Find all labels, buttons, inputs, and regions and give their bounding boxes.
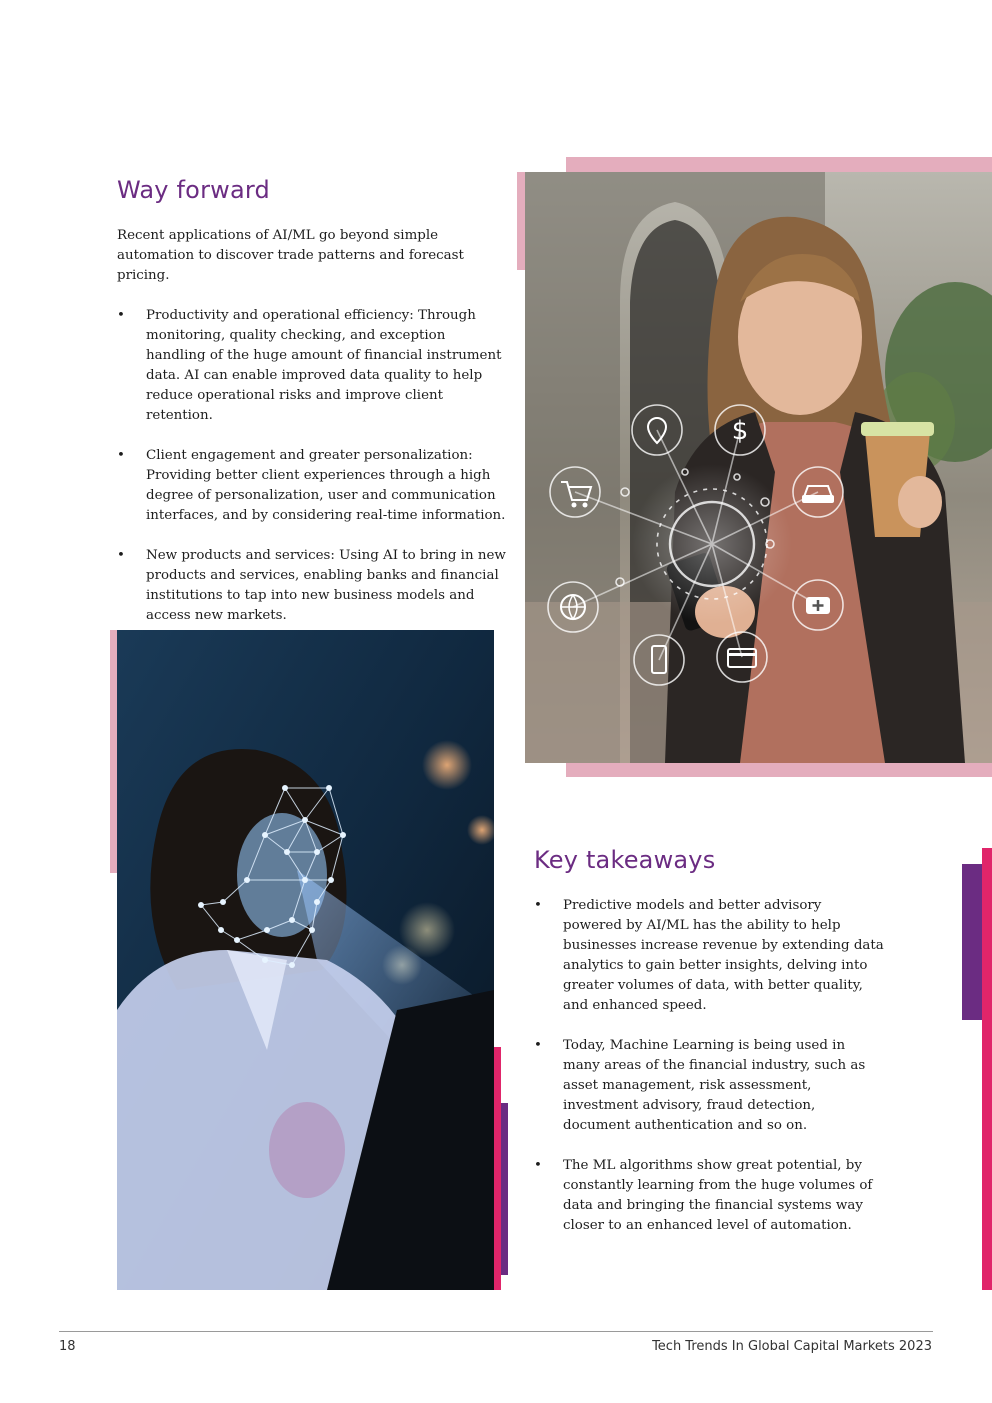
magenta-accent-bar-right xyxy=(982,848,992,1290)
list-item: • Predictive models and better advisory powered by AI/ML has the ability to help businesses increase revenue by extending data analytics to gain better insights, delving into greater volumes of data, with better quality, and enhanced speed. xyxy=(534,896,884,1016)
pink-accent-bar-lower-left xyxy=(110,630,117,873)
way-forward-heading: Way forward xyxy=(117,176,270,204)
page-number: 18 xyxy=(59,1339,76,1354)
woman-with-phone-photo xyxy=(525,172,992,763)
list-item: • Client engagement and greater personalization: Providing better client experiences through a high degree of personalization, user and communication interfaces, and by considering real-time information. xyxy=(117,446,509,526)
footer-divider xyxy=(59,1331,933,1332)
publication-title: Tech Trends In Global Capital Markets 2023 xyxy=(652,1339,932,1354)
key-takeaways-list xyxy=(534,896,884,1236)
pink-accent-bar-left xyxy=(517,172,525,270)
way-forward-body xyxy=(117,226,509,646)
pink-accent-bar-bottom xyxy=(566,763,992,777)
magenta-accent-bar-center xyxy=(494,1047,501,1290)
list-item: • Productivity and operational efficiency: Through monitoring, quality checking, and exception handling of the huge amount of financial instrument data. AI can enable improved data quality to help reduce operational risks and improve client retention. xyxy=(117,306,509,426)
way-forward-intro: Recent applications of AI/ML go beyond simple automation to discover trade patterns and forecast pricing. xyxy=(117,228,464,283)
key-takeaways-heading: Key takeaways xyxy=(534,846,716,874)
purple-accent-bar-right xyxy=(962,864,982,1020)
dollar-icon: $ xyxy=(731,416,749,446)
way-forward-list xyxy=(117,306,509,626)
purple-accent-bar-center xyxy=(501,1103,508,1275)
woman-with-tablet-photo xyxy=(117,630,494,1290)
pink-accent-bar-top xyxy=(566,157,992,172)
list-item: • The ML algorithms show great potential, by constantly learning from the huge volumes of data and bringing the financial systems way closer to an enhanced level of automation. xyxy=(534,1156,884,1236)
list-item: • New products and services: Using AI to bring in new products and services, enabling banks and financial institutions to tap into new business models and access new markets. xyxy=(117,546,509,626)
first-aid-icon xyxy=(806,597,830,614)
key-takeaways-body xyxy=(534,896,884,1256)
list-item: • Today, Machine Learning is being used in many areas of the financial industry, such as asset management, risk assessment, investment advisory, fraud detection, document authentication and so on. xyxy=(534,1036,884,1136)
